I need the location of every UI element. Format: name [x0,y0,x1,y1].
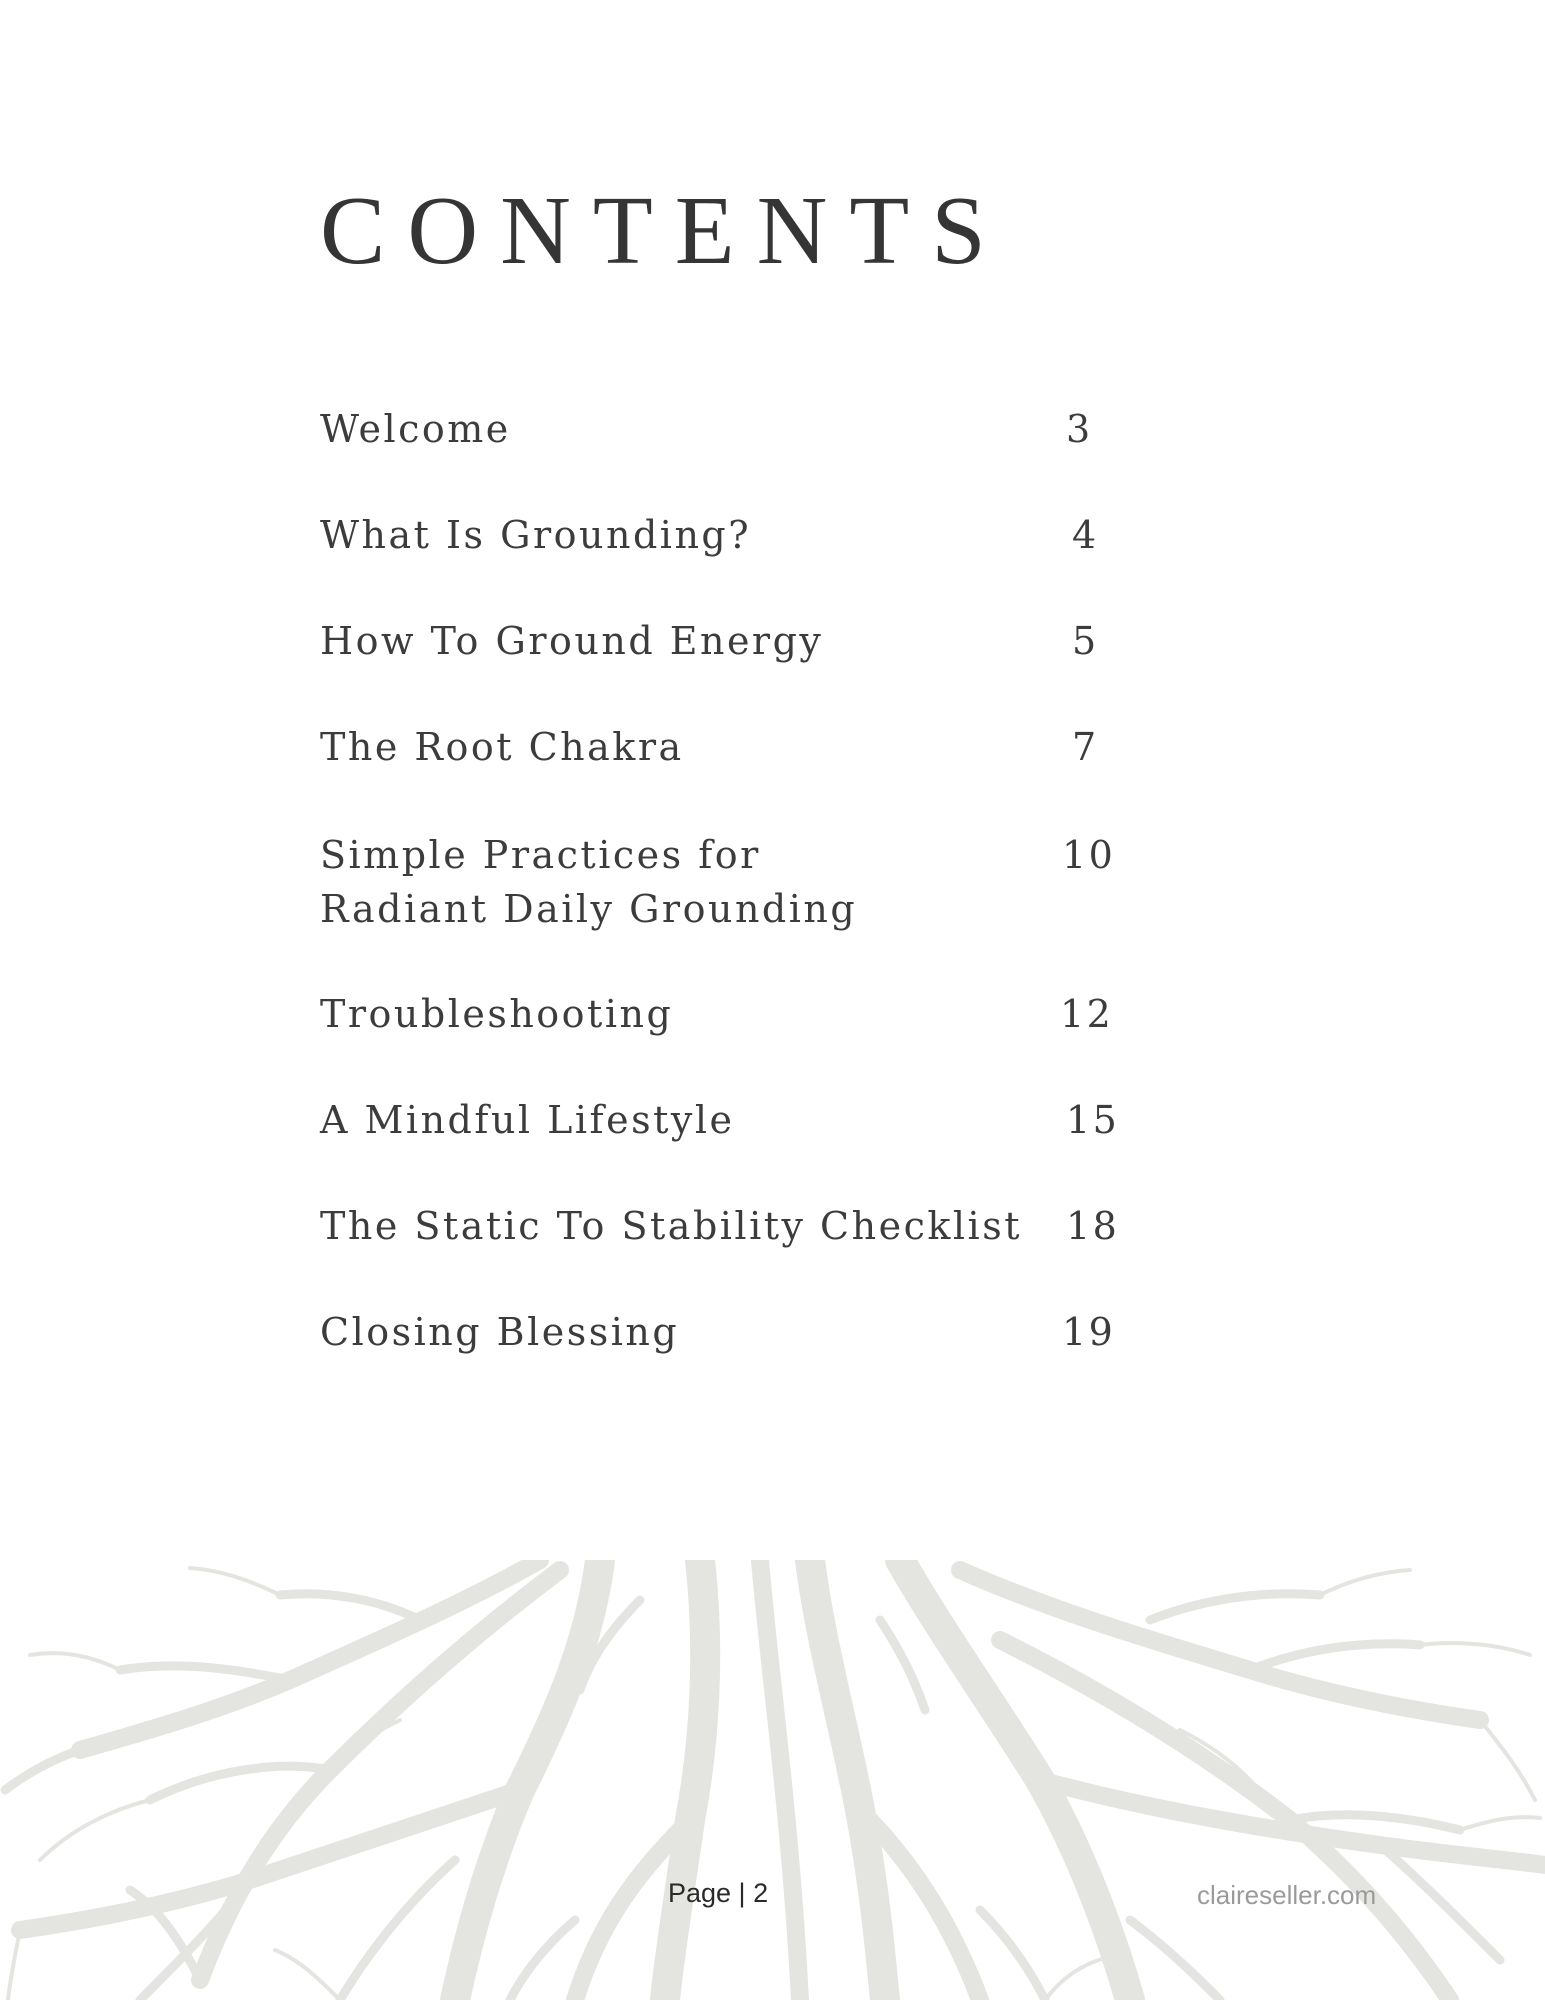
toc-entry-title: Simple Practices for Radiant Daily Grounding [320,833,858,931]
page-title: CONTENTS [320,177,1008,285]
toc-entry-title: The Static To Stability Checklist [320,1204,1022,1248]
toc-entry-page-number: 10 [1062,833,1116,877]
toc-entry-page-number: 19 [1062,1310,1116,1354]
toc-entry-page-number: 3 [1066,407,1093,451]
toc-entry-page-number: 4 [1072,513,1099,557]
toc-entry-page-number: 7 [1072,725,1099,769]
toc-entry-title: How To Ground Energy [320,619,824,663]
toc-entry-title: A Mindful Lifestyle [320,1098,735,1142]
toc-entry-title: Closing Blessing [320,1310,680,1354]
toc-entry-page-number: 5 [1072,619,1099,663]
toc-entry-title: What Is Grounding? [320,513,752,557]
toc-entry-title: Troubleshooting [320,992,674,1036]
toc-entry-page-number: 12 [1060,992,1114,1036]
tree-roots-illustration [0,1560,1545,2000]
page-number-footer: Page | 2 [668,1878,769,1908]
toc-entry-title: The Root Chakra [320,725,684,769]
toc-entry-page-number: 15 [1066,1098,1120,1142]
toc-entry-page-number: 18 [1066,1204,1120,1248]
toc-entry-title: Welcome [320,407,511,451]
website-footer-link[interactable]: claireseller.com [1197,1880,1377,1910]
